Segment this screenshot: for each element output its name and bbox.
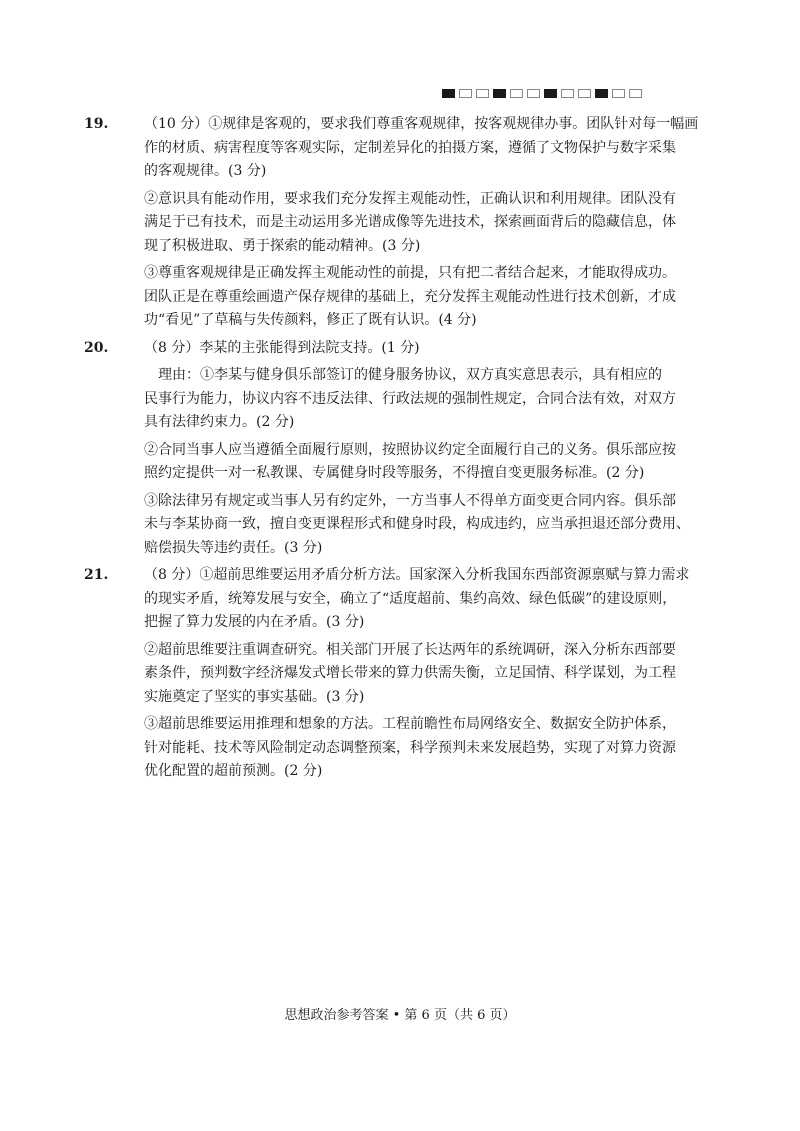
text-line: 理由：①李某与健身俱乐部签订的健身服务协议，双方真实意思表示，具有相应的 (144, 367, 662, 383)
text-line: 赔偿损失等违约责任。(3 分) (144, 539, 323, 556)
answer-paragraph (114, 490, 694, 561)
text-line: 功“看见”了草稿与失传颜料，修正了既有认识。(4 分) (144, 312, 477, 328)
header-mark (561, 89, 574, 98)
answer-paragraph (114, 639, 694, 710)
header-mark (544, 89, 557, 98)
header-marks (442, 89, 642, 101)
question-20 (84, 337, 694, 561)
answer-paragraph (114, 364, 694, 435)
question-number: 19. (84, 116, 109, 132)
text-line: （8 分）李某的主张能得到法院支持。(1 分) (144, 339, 420, 356)
text-line: 的现实矛盾，统筹发展与安全，确立了“适度超前、集约高效、绿色低碳”的建设原则， (144, 590, 677, 607)
text-line: 团队正是在尊重绘画遗产保存规律的基础上，充分发挥主观能动性进行技术创新，才成 (144, 288, 676, 305)
text-line: （8 分）①超前思维要运用矛盾分析方法。国家深入分析我国东西部资源禀赋与算力需求 (144, 567, 690, 583)
text-line: 素条件，预判数字经济爆发式增长带来的算力供需失衡，立足国情、科学谋划，为工程 (144, 665, 676, 681)
header-mark (442, 89, 455, 98)
header-mark (510, 89, 523, 98)
text-line: 满足于已有技术，而是主动运用多光谱成像等先进技术，探索画面背后的隐藏信息，体 (144, 214, 676, 230)
header-mark (595, 89, 608, 98)
answer-paragraph (114, 713, 694, 784)
text-line: 把握了算力发展的内在矛盾。(3 分) (144, 614, 365, 630)
text-line: 照约定提供一对一私教课、专属健身时段等服务，不得擅自变更服务标准。(2 分) (144, 465, 645, 481)
question-number: 20. (84, 339, 109, 356)
text-line: 民事行为能力，协议内容不违反法律、行政法规的强制性规定，合同合法有效，对双方 (144, 390, 676, 407)
page-footer: 思想政治参考答案 • 第 6 页（共 6 页） (284, 1008, 516, 1023)
answer-paragraph (84, 113, 699, 184)
header-mark (527, 89, 540, 98)
text-line: 针对能耗、技术等风险制定动态调整预案，科学预判未来发展趋势，实现了对算力资源 (144, 739, 676, 756)
text-line: （10 分）①规律是客观的，要求我们尊重客观规律，按客观规律办事。团队针对每一幅画 (144, 116, 699, 132)
question-19 (84, 113, 699, 333)
answer-content (84, 113, 699, 788)
question-number: 21. (84, 567, 109, 583)
text-line: ③尊重客观规律是正确发挥主观能动性的前提，只有把二者结合起来，才能取得成功。 (144, 265, 676, 281)
text-line: 实施奠定了坚实的事实基础。(3 分) (144, 688, 365, 705)
text-line: ②超前思维要注重调查研究。相关部门开展了长达两年的系统调研，深入分析东西部要 (144, 641, 676, 658)
text-line: 的客观规律。(3 分) (144, 163, 267, 179)
header-mark (612, 89, 625, 98)
text-line: ③除法律另有规定或当事人另有约定外，一方当事人不得单方面变更合同内容。俱乐部 (144, 492, 676, 509)
answer-paragraph (114, 188, 694, 259)
text-line: ②意识具有能动作用，要求我们充分发挥主观能动性，正确认识和利用规律。团队没有 (144, 190, 676, 207)
answer-paragraph (84, 337, 694, 361)
text-line: 具有法律约束力。(2 分) (144, 414, 295, 430)
answer-paragraph (84, 564, 694, 635)
text-line: ②合同当事人应当遵循全面履行原则，按照协议约定全面履行自己的义务。俱乐部应按 (144, 441, 676, 458)
answer-paragraph (114, 439, 694, 486)
header-mark (476, 89, 489, 98)
text-line: 优化配置的超前预测。(2 分) (144, 763, 323, 779)
header-mark (459, 89, 472, 98)
question-21 (84, 564, 694, 784)
text-line: ③超前思维要运用推理和想象的方法。工程前瞻性布局网络安全、数据安全防护体系， (144, 716, 676, 732)
answer-paragraph (114, 262, 694, 333)
header-mark (629, 89, 642, 98)
text-line: 现了积极进取、勇于探索的能动精神。(3 分) (144, 237, 421, 254)
text-line: 未与李某协商一致，擅自变更课程形式和健身时段，构成违约，应当承担退还部分费用、 (144, 516, 690, 532)
header-mark (578, 89, 591, 98)
header-mark (493, 89, 506, 98)
text-line: 作的材质、病害程度等客观实际，定制差异化的拍摄方案，遵循了文物保护与数字采集 (144, 139, 676, 156)
